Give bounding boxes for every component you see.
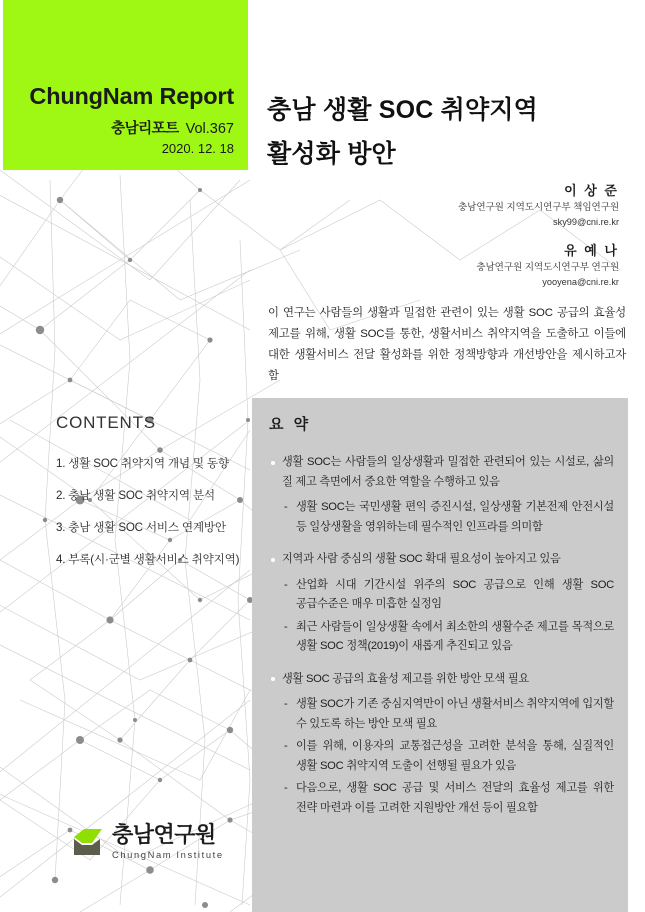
summary-bullet: 지역과 사람 중심의 생활 SOC 확대 필요성이 높아지고 있음 (270, 550, 614, 570)
institute-name-en: ChungNam Institute (112, 849, 224, 860)
brand-title-kr: 충남리포트 (111, 121, 179, 137)
report-title (267, 88, 637, 176)
contents-item-1[interactable]: 1. 생활 SOC 취약지역 개념 및 동향 (56, 457, 229, 470)
summary-group (270, 550, 614, 657)
summary-subbullet: - 생활 SOC가 기존 중심지역만이 아닌 생활서비스 취약지역에 입지할 수 있도록 하는 방안 모색 필요 (270, 695, 614, 734)
contents-heading: CONTENTS (56, 413, 156, 432)
summary-subbullet: - 산업화 시대 기간시설 위주의 SOC 공급으로 인해 생활 SOC 공급수준은 매우 미흡한 실정임 (270, 576, 614, 615)
author-list (289, 182, 619, 302)
summary-subbullet: - 이를 위해, 이용자의 교통접근성을 고려한 분석을 통해, 실질적인 생활 SOC 취약지역 도출이 선행될 필요가 있음 (270, 737, 614, 776)
publication-date: 2020. 12. 18 (161, 141, 234, 156)
brand-header-block (3, 0, 248, 170)
report-title-line-1: 충남 생활 SOC 취약지역 (267, 96, 539, 124)
contents-section (56, 413, 256, 583)
institute-logo (70, 822, 240, 874)
summary-subbullet: - 생활 SOC는 국민생활 편익 증진시설, 일상생활 기본전제 안전시설 등 일상생활을 영위하는데 필수적인 인프라를 의미함 (270, 498, 614, 537)
report-title-line-2: 활성화 방안 (267, 140, 396, 168)
summary-subbullet: - 다음으로, 생활 SOC 공급 및 서비스 전달의 효율성 제고를 위한 전략 마련과 이를 고려한 지원방안 개선 등이 필요함 (270, 779, 614, 818)
author-entry (289, 182, 619, 229)
abstract-text: 이 연구는 사람들의 생활과 밀접한 관련이 있는 생활 SOC 공급의 효율성 제고를 위해, 생활 SOC를 통한, 생활서비스 취약지역을 도출하고 이들에 대한 생활서비스 전달 활성화를 위한 정책방향과 개선방안을 제시하고자 함 (268, 307, 626, 382)
brand-title-kr-line (111, 117, 234, 138)
abstract-section (268, 303, 626, 387)
brand-volume: Vol.367 (185, 121, 234, 137)
author-name: 이 상 준 (564, 183, 619, 198)
institute-logo-mark-icon (70, 825, 106, 859)
summary-subbullet: - 최근 사람들이 일상생활 속에서 최소한의 생활수준 제고를 목적으로 생활 SOC 정책(2019)이 새롭게 추진되고 있음 (270, 618, 614, 657)
summary-bullet: 생활 SOC는 사람들의 일상생활과 밀접한 관련되어 있는 시설로, 삶의 질 제고 측면에서 중요한 역할을 수행하고 있음 (270, 453, 614, 492)
author-name: 유 예 나 (564, 243, 619, 258)
institute-logo-text (112, 822, 224, 861)
institute-name-kr: 충남연구원 (112, 822, 216, 847)
author-email[interactable]: sky99@cni.re.kr (553, 217, 619, 227)
contents-item-3[interactable]: 3. 충남 생활 SOC 서비스 연계방안 (56, 521, 226, 534)
summary-body (270, 453, 614, 831)
contents-item-4[interactable]: 4. 부록(시·군별 생활서비스 취약지역) (56, 553, 240, 566)
summary-group (270, 453, 614, 537)
author-affiliation: 충남연구원 지역도시연구부 책임연구원 (458, 202, 619, 213)
summary-group (270, 670, 614, 819)
summary-panel (252, 398, 628, 912)
author-affiliation: 충남연구원 지역도시연구부 연구원 (476, 262, 619, 273)
brand-title-en: ChungNam Report (29, 83, 234, 109)
summary-heading: 요 약 (269, 416, 312, 433)
author-email[interactable]: yooyena@cni.re.kr (542, 277, 619, 287)
contents-item-2[interactable]: 2. 충남 생활 SOC 취약지역 분석 (56, 489, 215, 502)
summary-bullet: 생활 SOC 공급의 효율성 제고를 위한 방안 모색 필요 (270, 670, 614, 690)
author-entry (289, 242, 619, 289)
